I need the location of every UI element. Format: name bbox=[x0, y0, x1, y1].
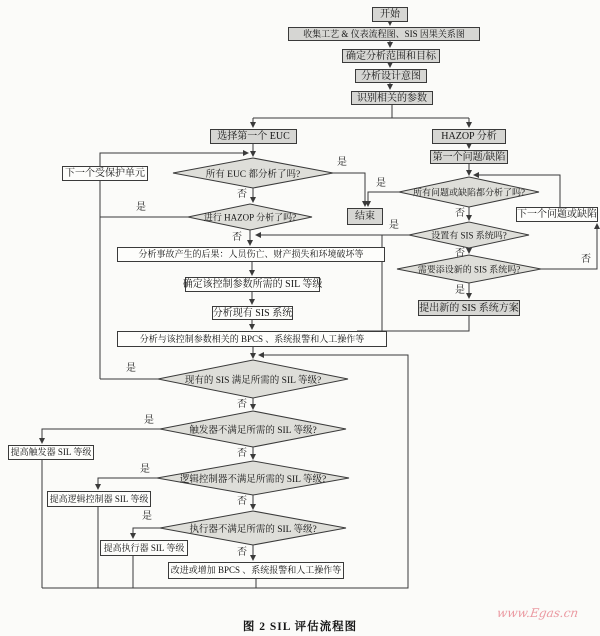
decision-logic-fails-sil: 逻辑控制器不满足所需的 SIL 等级? bbox=[179, 475, 327, 485]
node-analyze-bpcs: 分析与该控制参数相关的 BPCS 、系统报警和人工操作等 bbox=[117, 331, 387, 347]
node-analyze-consequences: 分析事故产生的后果：人员伤亡、财产损失和环境破坏等 bbox=[117, 247, 385, 262]
edge-label-yes: 是 bbox=[389, 220, 399, 231]
node-start: 开始 bbox=[372, 7, 408, 22]
watermark-text: www.Egas.cn bbox=[496, 606, 580, 620]
edge-label-yes: 是 bbox=[142, 511, 152, 522]
node-determine-sil: 确定该控制参数所需的 SIL 等级 bbox=[182, 279, 323, 290]
node-improve-actuator-sil: 提高执行器 SIL 等级 bbox=[100, 540, 188, 556]
node-analyze-existing-sis: 分析现有 SIS 系统 bbox=[212, 307, 293, 319]
edge-label-yes: 是 bbox=[136, 202, 146, 213]
decision-all-problems-analyzed: 所有问题或缺陷都分析了吗? bbox=[413, 187, 525, 198]
node-next-protected-unit: 下一个受保护单元 bbox=[62, 166, 148, 181]
edge-label-no: 否 bbox=[237, 399, 247, 410]
node-propose-new-sis: 提出新的 SIS 系统方案 bbox=[418, 300, 520, 316]
figure-caption: 图 2 SIL 评估流程图 bbox=[242, 621, 358, 633]
node-improve-bpcs: 改进或增加 BPCS 、系统报警和人工操作等 bbox=[168, 562, 344, 579]
node-collect-docs: 收集工艺 & 仪表流程图、SIS 因果关系图 bbox=[288, 27, 480, 41]
edge-label-yes: 是 bbox=[376, 178, 386, 189]
edge-label-yes: 是 bbox=[144, 415, 154, 426]
decision-trigger-fails-sil: 触发器不满足所需的 SIL 等级? bbox=[189, 426, 317, 436]
edge-label-yes: 是 bbox=[337, 157, 347, 168]
edge-label-no: 否 bbox=[237, 496, 247, 507]
node-analyze-design-intent: 分析设计意图 bbox=[355, 69, 427, 83]
edge-label-no: 否 bbox=[237, 448, 247, 459]
decision-sis-meets-sil: 现有的 SIS 满足所需的 SIL 等级? bbox=[184, 376, 322, 386]
node-define-scope: 确定分析范围和目标 bbox=[342, 49, 440, 63]
node-first-problem: 第一个问题/缺陷 bbox=[430, 150, 508, 164]
decision-has-sis: 设置有 SIS 系统吗? bbox=[431, 230, 507, 241]
edge-label-yes: 是 bbox=[126, 363, 136, 374]
edge-label-no: 否 bbox=[455, 208, 465, 219]
node-improve-trigger-sil: 提高触发器 SIL 等级 bbox=[8, 445, 94, 460]
node-improve-logic-sil: 提高逻辑控制器 SIL 等级 bbox=[47, 491, 151, 507]
node-next-problem: 下一个问题或缺陷 bbox=[517, 209, 597, 220]
decision-hazop-done: 进行 HAZOP 分析了吗? bbox=[203, 212, 297, 223]
edge-label-yes: 是 bbox=[455, 285, 465, 296]
edge-label-no: 否 bbox=[581, 254, 591, 265]
decision-need-new-sis: 需要添设新的 SIS 系统吗? bbox=[417, 264, 521, 275]
edge-label-no: 否 bbox=[237, 547, 247, 558]
decision-all-euc-analyzed: 所有 EUC 都分析了吗? bbox=[205, 170, 301, 180]
node-identify-parameters: 识别相关的参数 bbox=[351, 91, 433, 105]
node-select-first-euc: 选择第一个 EUC bbox=[210, 129, 297, 144]
node-end: 结束 bbox=[347, 208, 383, 225]
edge-label-no: 否 bbox=[237, 189, 247, 200]
edge-label-no: 否 bbox=[455, 248, 465, 259]
edge-label-yes: 是 bbox=[140, 464, 150, 475]
decision-actuator-fails-sil: 执行器不满足所需的 SIL 等级? bbox=[189, 525, 317, 535]
edge-label-no: 否 bbox=[232, 232, 242, 243]
node-hazop-analysis: HAZOP 分析 bbox=[432, 129, 506, 144]
